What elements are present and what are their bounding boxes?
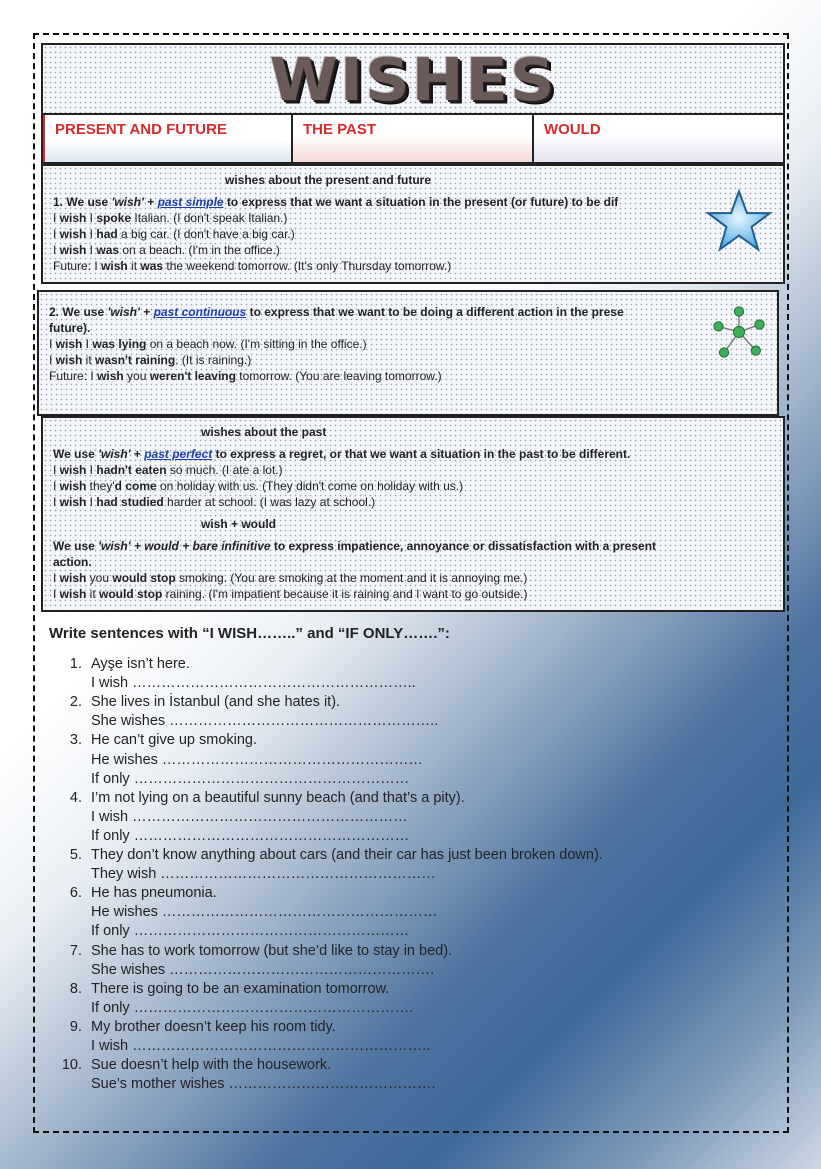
rule-wish: 'wish' (98, 539, 131, 553)
sentence-text: I (53, 463, 60, 477)
exercise-list (49, 655, 769, 1094)
item-number: 8. (69, 980, 82, 997)
exercise-item (49, 884, 769, 941)
sentence-text: tomorrow. (You are leaving tomorrow.) (235, 369, 442, 383)
answer-line[interactable]: She wishes ……………………………………………….. (91, 713, 439, 730)
tab-would[interactable]: WOULD (534, 115, 783, 162)
answer-line[interactable]: He wishes ……………………………………………… (91, 751, 423, 768)
item-prompt: She has to work tomorrow (but she’d like to stay in bed). (91, 942, 453, 959)
sentence-text: I (49, 337, 56, 351)
item-body (91, 655, 769, 693)
key-phrase: wish (59, 495, 87, 509)
example-sentence (49, 368, 767, 384)
exercise-section (49, 624, 769, 1094)
key-phrase: wish (59, 571, 87, 585)
key-phrase: was (140, 259, 164, 273)
sentence-text: raining. (I'm impatient because it is raining and I want to go outside.) (162, 587, 528, 601)
item-body (91, 731, 769, 788)
sentence-text: I (53, 211, 60, 225)
answer-line[interactable]: If only …………………………………………………. (91, 999, 414, 1016)
rule-text: 2. We use (49, 305, 108, 319)
exercise-item (49, 789, 769, 846)
sentence-text: you (86, 571, 113, 585)
sentence-text: I (86, 495, 97, 509)
item-number: 7. (69, 942, 82, 959)
exercise-item (49, 693, 769, 731)
item-body (91, 942, 769, 980)
example-sentence (53, 226, 773, 242)
sentence-text: I (53, 227, 60, 241)
exercise-item (49, 1018, 769, 1056)
example-list (53, 570, 773, 602)
sentence-text: they' (86, 479, 115, 493)
key-phrase: weren't leaving (149, 369, 236, 383)
panel-present-future (41, 164, 785, 284)
example-sentence (49, 336, 767, 352)
rule-would: + would + bare infinitive (130, 539, 271, 553)
item-body (91, 1018, 769, 1056)
sentence-text: I (86, 211, 97, 225)
example-sentence (53, 494, 773, 510)
exercise-item (49, 942, 769, 980)
key-phrase: would stop (99, 587, 163, 601)
exercise-item (49, 731, 769, 788)
sentence-text: on a beach now. (I'm sitting in the office.) (146, 337, 367, 351)
section-heading: wishes about the past (201, 425, 327, 439)
sentence-text: I (53, 495, 60, 509)
key-phrase: had (96, 227, 118, 241)
example-sentence (53, 570, 773, 586)
exercise-item (49, 846, 769, 884)
item-prompt: I’m not lying on a beautiful sunny beach (and that’s a pity). (91, 789, 465, 806)
item-number: 6. (69, 885, 82, 902)
sentence-text: I (53, 243, 60, 257)
key-phrase: wish (59, 243, 87, 257)
example-sentence (53, 586, 773, 602)
exercise-item (49, 655, 769, 693)
rule-line-2: action. (53, 555, 92, 569)
sentence-text: I (86, 227, 97, 241)
rule-line (49, 304, 767, 320)
answer-line[interactable]: Sue’s mother wishes ……………………………………. (91, 1076, 436, 1093)
rule-text: to express that we want to be doing a different action in the prese (246, 305, 624, 319)
sentence-text: Future: I (49, 369, 98, 383)
answer-line[interactable]: I wish …………………………………………………….. (91, 1037, 431, 1054)
key-phrase: wish (59, 463, 87, 477)
section-heading: wishes about the present and future (225, 173, 432, 187)
link-past-perfect[interactable]: past perfect (144, 447, 213, 461)
sentence-text: I (53, 587, 60, 601)
item-number: 5. (69, 847, 82, 864)
item-number: 3. (69, 732, 82, 749)
item-prompt: He can’t give up smoking. (91, 732, 258, 749)
key-phrase: hadn't eaten (96, 463, 167, 477)
key-phrase: wish (59, 211, 87, 225)
answer-line[interactable]: If only ………………………………………………… (91, 770, 410, 787)
page-title: WISHES (269, 44, 557, 114)
sentence-text: so much. (I ate a lot.) (166, 463, 283, 477)
sentence-text: you (123, 369, 150, 383)
answer-line[interactable]: He wishes ………………………………………………… (91, 904, 438, 921)
key-phrase: would stop (112, 571, 176, 585)
item-prompt: My brother doesn’t keep his room tidy. (91, 1018, 336, 1035)
sentence-text: Future: I (53, 259, 102, 273)
link-past-continuous[interactable]: past continuous (153, 305, 247, 319)
item-body (91, 693, 769, 731)
answer-line[interactable]: If only ………………………………………………… (91, 827, 410, 844)
sentence-text: it (82, 353, 96, 367)
item-prompt: They don’t know anything about cars (and their car has just been broken down). (91, 847, 603, 864)
sentence-text: smoking. (You are smoking at the moment and it is annoying me.) (175, 571, 528, 585)
answer-line[interactable]: They wish ………………………………………………… (91, 866, 436, 883)
item-number: 2. (69, 694, 82, 711)
rule-text: to express that we want a situation in the present (or future) to be dif (223, 195, 619, 209)
key-phrase: was (96, 243, 120, 257)
sentence-text: I (82, 337, 93, 351)
sentence-text: I (86, 463, 97, 477)
item-prompt: There is going to be an examination tomorrow. (91, 980, 390, 997)
sentence-text: I (53, 571, 60, 585)
item-number: 9. (69, 1018, 82, 1035)
sentence-text: I (53, 479, 60, 493)
key-phrase: was lying (92, 337, 147, 351)
item-number: 10. (61, 1057, 82, 1074)
rule-wish: 'wish' (111, 195, 144, 209)
star-icon (705, 188, 773, 254)
sentence-text: it (86, 587, 100, 601)
example-sentence (53, 258, 773, 274)
example-sentence (53, 462, 773, 478)
rule-plus: + (143, 195, 158, 209)
example-sentence (53, 210, 773, 226)
tab-present-future[interactable]: PRESENT AND FUTURE (43, 115, 293, 162)
rule-line (53, 194, 773, 210)
answer-line[interactable]: She wishes ………………………………………………. (91, 961, 435, 978)
rule-text: to express impatience, annoyance or dissatisfaction with a present (270, 539, 657, 553)
item-body (91, 846, 769, 884)
key-phrase: wish (59, 227, 87, 241)
tab-past[interactable]: THE PAST (293, 115, 534, 162)
example-sentence (53, 478, 773, 494)
rule-plus: + (130, 447, 145, 461)
example-list (53, 210, 773, 274)
network-icon (711, 304, 767, 360)
rule-line-2: future). (49, 321, 91, 335)
sentence-text: on a beach. (I'm in the office.) (119, 243, 280, 257)
key-phrase: wish (59, 587, 87, 601)
example-list (53, 462, 773, 510)
exercise-item (49, 980, 769, 1018)
sentence-text: harder at school. (I was lazy at school.) (163, 495, 376, 509)
answer-line[interactable]: I wish ………………………………………………… (91, 808, 408, 825)
rule-text: to express a regret, or that we want a situation in the past to be different. (212, 447, 631, 461)
item-number: 1. (69, 656, 82, 673)
exercise-heading: Write sentences with “I WISH……..” and “IF ONLY…….”: (49, 625, 450, 642)
topic-tabs (41, 115, 785, 164)
rule-line (53, 538, 773, 554)
example-sentence (49, 352, 767, 368)
sentence-text: on holiday with us. (They didn't come on holiday with us.) (156, 479, 464, 493)
item-body (91, 980, 769, 1018)
key-phrase: d come (114, 479, 157, 493)
exercise-item (49, 1056, 769, 1094)
item-prompt: He has pneumonia. (91, 885, 217, 902)
panel-past-would (41, 416, 785, 612)
key-phrase: wish (55, 337, 83, 351)
item-body (91, 789, 769, 846)
rule-text: We use (53, 447, 99, 461)
key-phrase: wish (55, 353, 83, 367)
item-body (91, 884, 769, 941)
key-phrase: wish (59, 479, 87, 493)
key-phrase: wish (101, 259, 128, 273)
key-phrase: wasn't raining (95, 353, 176, 367)
item-prompt: Sue doesn’t help with the housework. (91, 1057, 332, 1074)
panel-past-continuous (37, 290, 779, 416)
rule-text: 1. We use (53, 195, 112, 209)
rule-text: We use (53, 539, 99, 553)
sentence-text: . (It is raining.) (175, 353, 252, 367)
rule-wish: 'wish' (98, 447, 131, 461)
rule-plus: + (139, 305, 154, 319)
title-banner (41, 43, 785, 115)
rule-wish: 'wish' (107, 305, 140, 319)
example-list (49, 336, 767, 384)
section-heading-2: wish + would (201, 517, 277, 531)
rule-line (53, 446, 773, 462)
item-number: 4. (69, 789, 82, 806)
sentence-text: I (49, 353, 56, 367)
sentence-text: it (127, 259, 141, 273)
item-prompt: Ayşe isn’t here. (91, 656, 190, 673)
key-phrase: had studied (96, 495, 164, 509)
answer-line[interactable]: If only ………………………………………………… (91, 923, 410, 940)
item-prompt: She lives in İstanbul (and she hates it). (91, 694, 341, 711)
key-phrase: wish (97, 369, 124, 383)
example-sentence (53, 242, 773, 258)
sentence-text: a big car. (I don't have a big car.) (117, 227, 295, 241)
sentence-text: I (86, 243, 97, 257)
key-phrase: spoke (96, 211, 132, 225)
sentence-text: the weekend tomorrow. (It's only Thursday tomorrow.) (163, 259, 452, 273)
sentence-text: Italian. (I don't speak Italian.) (131, 211, 288, 225)
answer-line[interactable]: I wish ………………………………………………….. (91, 675, 416, 692)
link-past-simple[interactable]: past simple (157, 195, 224, 209)
item-body (91, 1056, 769, 1094)
